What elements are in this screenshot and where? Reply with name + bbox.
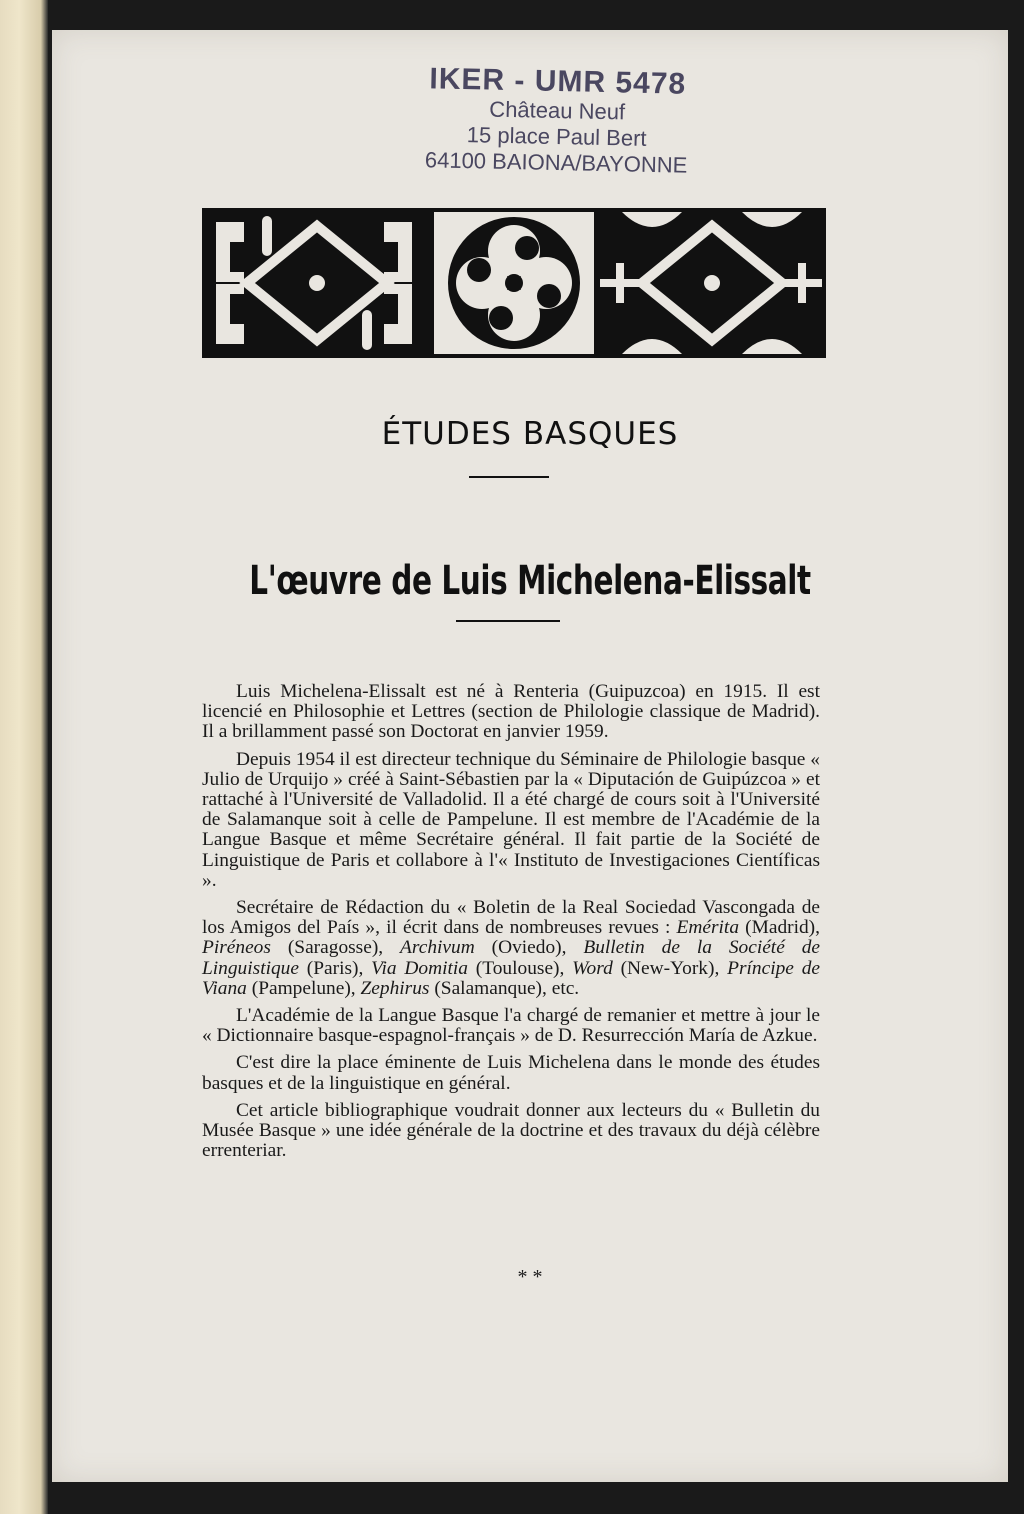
- journal-word: Word: [572, 957, 613, 979]
- journal-emerita: Emérita: [676, 917, 740, 939]
- paragraph-3: [202, 898, 820, 999]
- document-page: [52, 30, 1008, 1482]
- stamp-line-3: 15 place Paul Bert: [466, 122, 647, 151]
- series-title: ÉTUDES BASQUES: [381, 416, 679, 452]
- paragraph-6: Cet article bibliographique voudrait donner aux lecteurs du « Bulletin du Musée Basque » une idée générale de la doctrine et des travaux du déjà célèbre errenteriar.: [202, 1099, 820, 1162]
- p3-text-2: (Madrid),: [739, 917, 820, 939]
- stamp-line-1: IKER - UMR 5478: [429, 62, 687, 101]
- journal-archivum: Archivum: [400, 937, 475, 959]
- stamp-line-2: Château Neuf: [489, 96, 626, 125]
- p3-text-5: (Paris),: [298, 957, 372, 979]
- article-title: L'œuvre de Luis Michelena-Elissalt: [249, 558, 811, 604]
- stamp-line-4: 64100 BAIONA/BAYONNE: [424, 147, 688, 178]
- p3-text-3: (Saragosse),: [270, 937, 401, 959]
- paragraph-4: L'Académie de la Langue Basque l'a chargé de remanier et mettre à jour le « Dictionnaire basque-espagnol-français » de D. Resurrección María de Azkue.: [202, 1005, 820, 1047]
- p3-text-6: (Toulouse),: [467, 957, 573, 979]
- article-body: [202, 682, 820, 1168]
- p3-text-7: (New-York),: [612, 957, 728, 979]
- section-separator: * *: [517, 1266, 543, 1288]
- p3-text-9: (Salamanque), etc.: [429, 977, 580, 999]
- lauburu-frieze-icon: [202, 208, 826, 358]
- paragraph-2: Depuis 1954 il est directeur technique du Séminaire de Philologie basque « Julio de Urquijo » créé à Saint-Sébastien par la « Diputación de Guipúzcoa » et rattaché à l'Université de Valladolid. Il a été chargé de cours soit à l'Université de Salamanque soit à celle de Pampelune. Il est membre de l'Académie de la Langue Basque et même Secrétaire général. Il fait partie de la Société de Linguistique de Paris et collabore à l'« Instituto de Investigaciones Científicas ».: [202, 748, 820, 891]
- journal-principe-de-viana: Príncipe de Viana: [202, 957, 820, 999]
- p3-text-4: (Oviedo),: [474, 937, 584, 959]
- journal-bulletin-linguistique: Bulletin de la Société de Linguistique: [202, 937, 820, 979]
- book-spine: [0, 0, 48, 1514]
- title-divider-top: [469, 476, 549, 478]
- journal-pireneos: Piréneos: [202, 937, 271, 959]
- journal-via-domitia: Via Domitia: [371, 957, 468, 979]
- journal-zephirus: Zephirus: [360, 977, 430, 999]
- paragraph-5: C'est dire la place éminente de Luis Michelena dans le monde des études basques et de la linguistique en général.: [202, 1052, 820, 1094]
- title-divider-bottom: [456, 620, 560, 622]
- paragraph-1: Luis Michelena-Elissalt est né à Renteria (Guipuzcoa) en 1915. Il est licencié en Philosophie et Lettres (section de Philologie classique de Madrid). Il a brillamment passé son Doctorat en janvier 1959.: [202, 681, 820, 743]
- p3-text-1: Secrétaire de Rédaction du « Boletin de la Real Sociedad Vascongada de los Amigos del País », il écrit dans de nombreuses revues :: [202, 897, 820, 939]
- p3-text-8: (Pampelune),: [246, 977, 361, 999]
- library-stamp: [391, 63, 723, 180]
